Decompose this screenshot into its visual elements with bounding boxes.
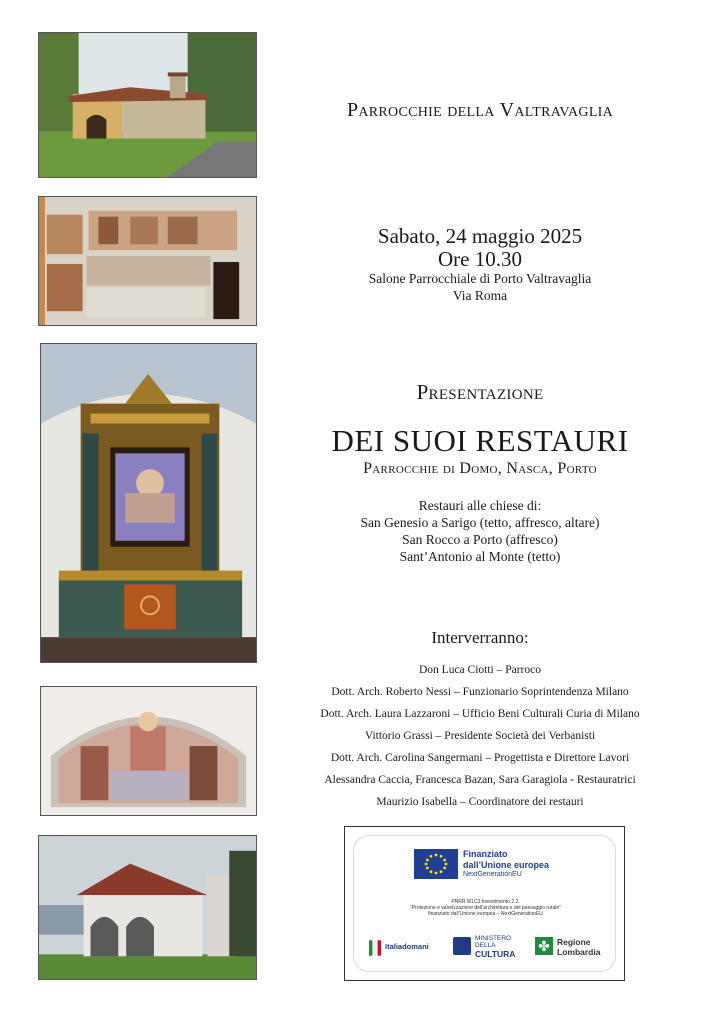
speaker-item: Vittorio Grassi – Presidente Società dei Verbanisti <box>364 730 596 742</box>
ministero-cultura-logo <box>453 935 528 961</box>
speaker-item: Alessandra Caccia, Francesca Bazan, Sara Garagiola - Restauratrici <box>324 774 636 786</box>
speaker-item: Dott. Arch. Carolina Sangermani – Progettista e Direttore Lavori <box>330 752 630 764</box>
lombardia-rose-icon: ✤ <box>535 937 553 955</box>
lombardia-label-2: Lombardia <box>557 947 601 957</box>
eu-funded-line2: dall’Unione europea <box>463 860 550 870</box>
mic-label-1: MINISTERO <box>475 935 512 942</box>
presentation-subtitle: Parrocchie di Domo, Nasca, Porto <box>363 460 597 477</box>
regione-lombardia-logo <box>535 935 610 961</box>
mic-label-3: CULTURA <box>475 949 516 959</box>
event-venue: Salone Parrocchiale di Porto Valtravaglia <box>368 271 592 286</box>
mic-emblem-icon <box>453 937 471 955</box>
restoration-item: Sant’Antonio al Monte (tetto) <box>399 549 561 564</box>
photo-lunette-fresco <box>40 686 257 816</box>
event-street: Via Roma <box>452 288 508 303</box>
pnrr-line2: “Protezione e valorizzazione dell’architettura e del paesaggio rurale” <box>410 905 561 911</box>
restoration-item: San Genesio a Sarigo (tetto, affresco, altare) <box>360 515 600 530</box>
funding-box <box>344 826 625 981</box>
photo-fresco-wall <box>38 196 257 326</box>
speakers-heading: Interverranno: <box>431 628 529 647</box>
event-time: Ore 10.30 <box>438 247 522 271</box>
speaker-item: Maurizio Isabella – Coordinatore dei restauri <box>376 796 584 808</box>
event-date: Sabato, 24 maggio 2025 <box>377 224 583 248</box>
speaker-item: Dott. Arch. Roberto Nessi – Funzionario Soprintendenza Milano <box>331 686 629 698</box>
eu-funded-line1: Finanziato <box>463 849 508 859</box>
speakers-list <box>280 659 680 813</box>
presentation-label: Presentazione <box>416 380 544 404</box>
photo-san-genesio-church <box>38 32 257 178</box>
photo-santantonio-church <box>38 835 257 980</box>
presentation-title: DEI SUOI RESTAURI <box>331 423 629 458</box>
eu-flag-icon <box>414 849 458 879</box>
eu-funded-line3: NextGenerationEU <box>463 871 522 878</box>
italy-flag-icon <box>369 939 381 957</box>
italiadomani-logo <box>369 937 439 959</box>
italiadomani-label: Italiadomani <box>385 942 429 951</box>
photo-baroque-altar <box>40 343 257 663</box>
mic-label-2: DELLA <box>475 942 496 949</box>
pnrr-line1: PNRR M1C3 Investimento 2.2. <box>451 899 520 905</box>
lombardia-label-1: Regione <box>557 937 591 947</box>
restoration-item: San Rocco a Porto (affresco) <box>402 532 558 547</box>
header-title: Parrocchie della Valtravaglia <box>346 99 614 121</box>
speaker-item: Dott. Arch. Laura Lazzaroni – Ufficio Beni Culturali Curia di Milano <box>320 708 640 720</box>
speaker-item: Don Luca Ciotti – Parroco <box>418 664 541 676</box>
restorations-intro: Restauri alle chiese di: <box>418 498 542 513</box>
pnrr-line3: finanziato dall’Unione europea – NextGenerationEU <box>428 911 543 917</box>
